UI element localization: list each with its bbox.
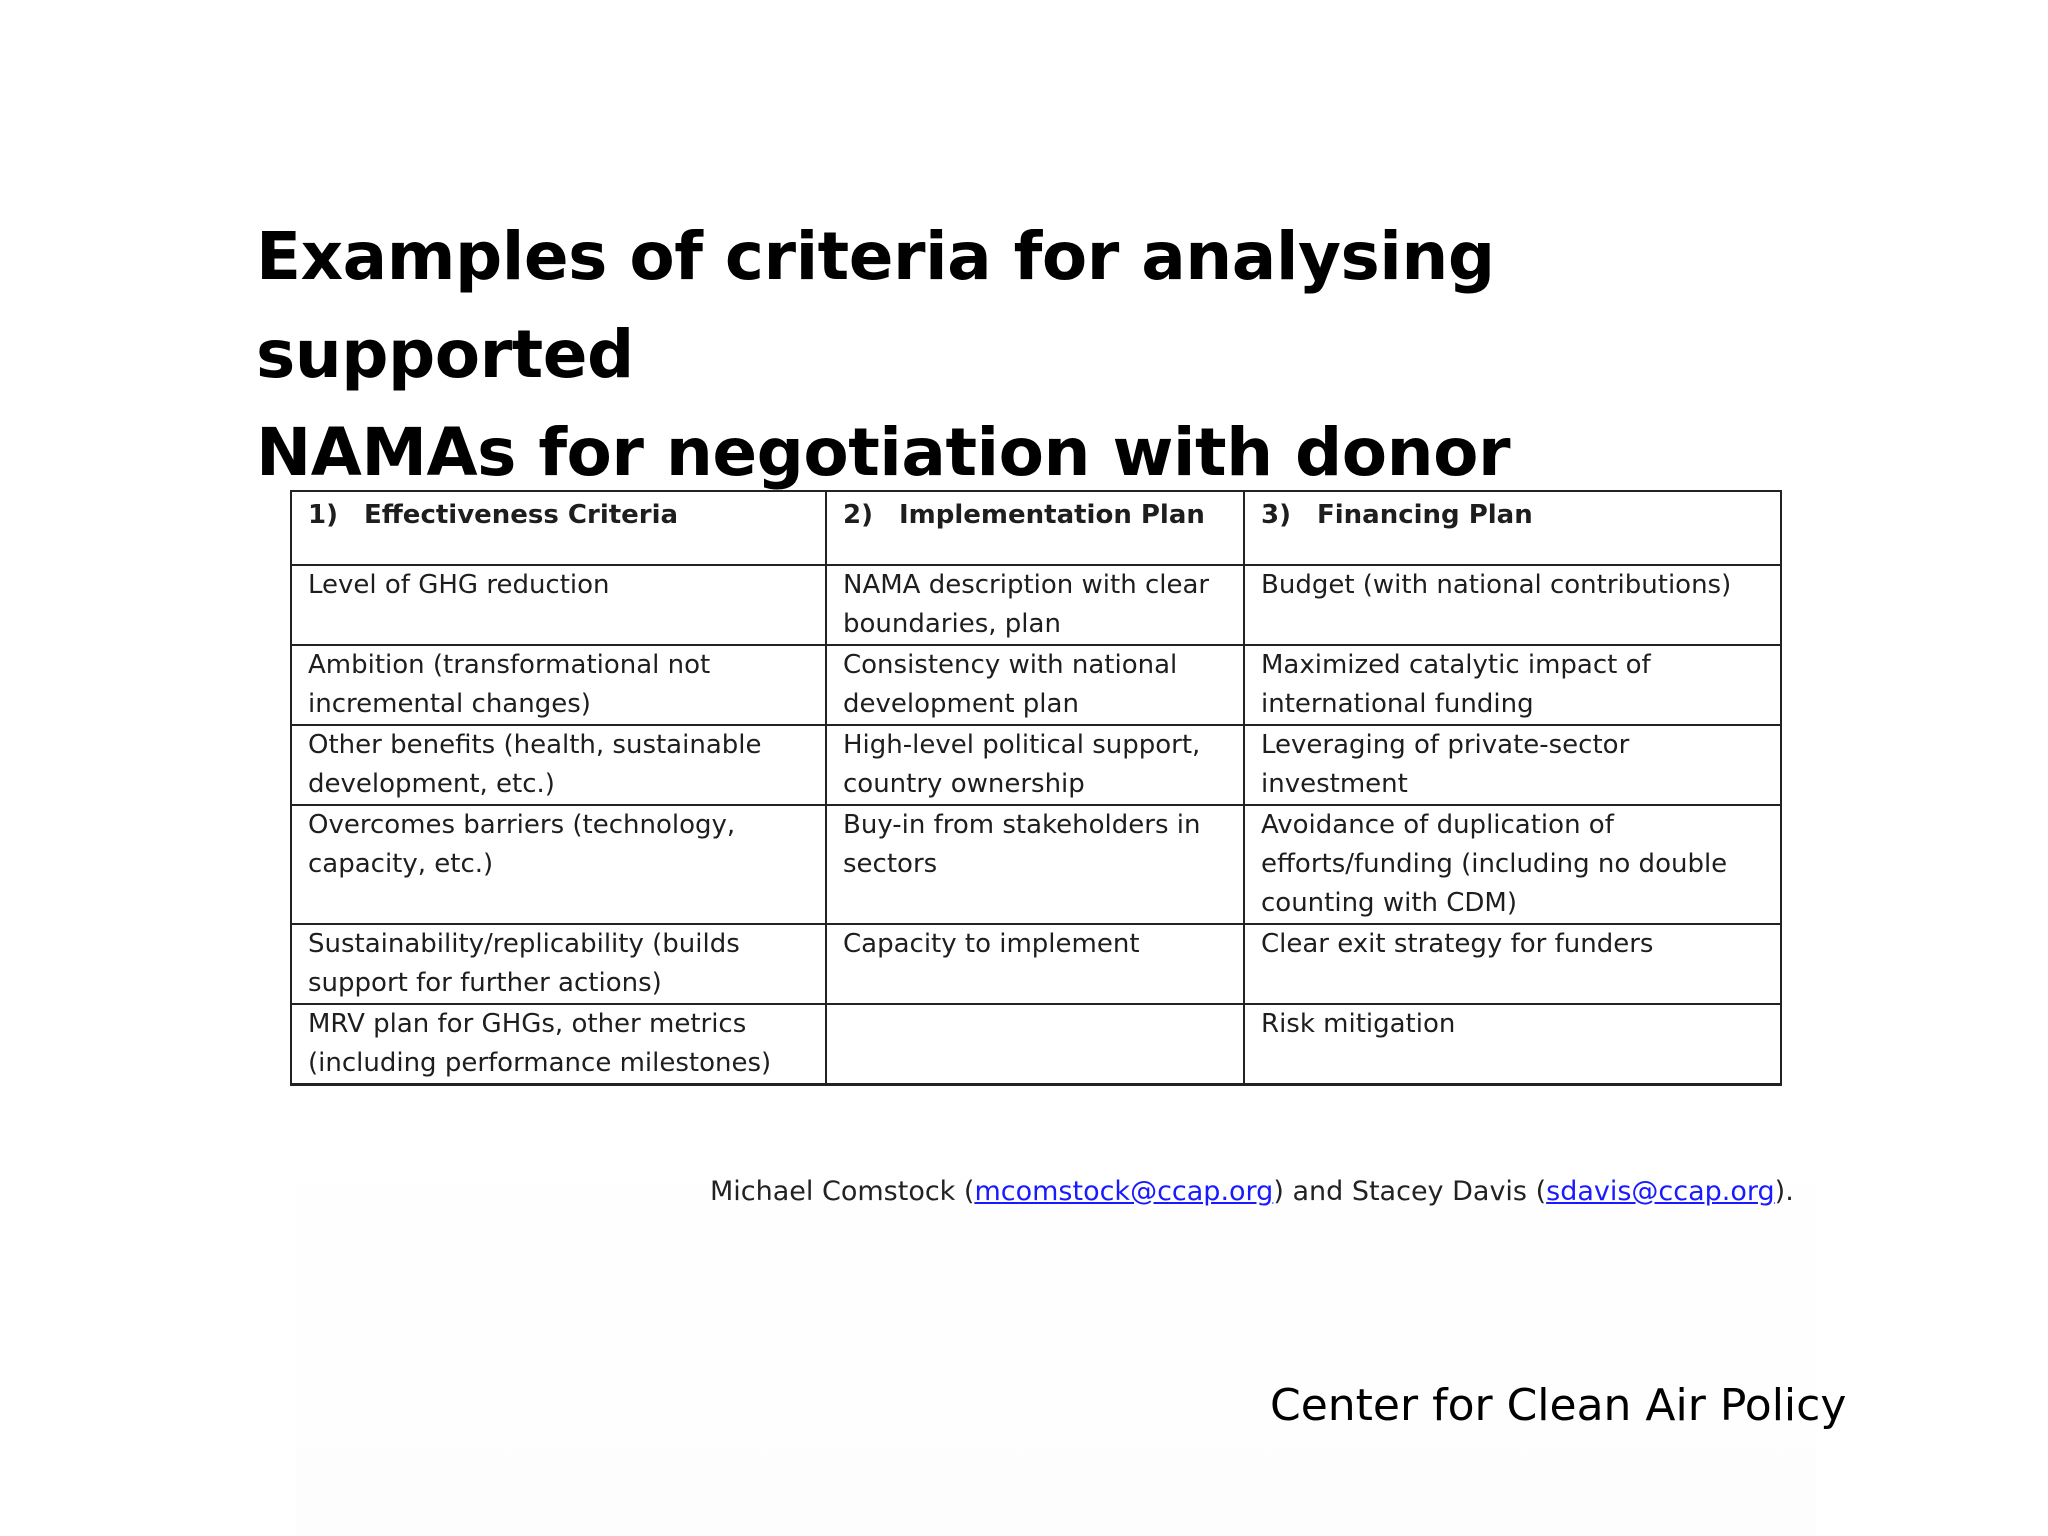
author-name-1: Michael Comstock	[710, 1176, 956, 1207]
table-cell: Sustainability/replicability (builds support for further actions)	[291, 924, 826, 1004]
email-link-1[interactable]: mcomstock@ccap.org	[974, 1176, 1274, 1207]
table-cell: Avoidance of duplication of efforts/funding (including no double counting with CDM)	[1244, 805, 1781, 924]
table-cell: Buy-in from stakeholders in sectors	[826, 805, 1244, 924]
table-cell: Level of GHG reduction	[291, 565, 826, 645]
slide-title-line-2: NAMAs for negotiation with donor	[256, 414, 1511, 491]
header-label: Financing Plan	[1316, 500, 1533, 530]
table-cell: High-level political support, country ownership	[826, 725, 1244, 805]
table-row	[291, 1004, 1781, 1085]
table-cell: Budget (with national contributions)	[1244, 565, 1781, 645]
table-cell: Maximized catalytic impact of international funding	[1244, 645, 1781, 725]
table-cell: Overcomes barriers (technology, capacity, etc.)	[291, 805, 826, 924]
header-number: 1)	[308, 500, 338, 530]
header-label: Effectiveness Criteria	[363, 500, 679, 530]
footer-organization: Center for Clean Air Policy	[1270, 1380, 1847, 1431]
table-cell: Risk mitigation	[1244, 1004, 1781, 1085]
header-number: 2)	[843, 500, 873, 530]
table-header-row	[291, 491, 1781, 565]
header-financing	[1244, 491, 1781, 565]
author-name-2: Stacey Davis	[1351, 1176, 1527, 1207]
criteria-table	[290, 490, 1782, 1086]
table-row	[291, 805, 1781, 924]
header-effectiveness	[291, 491, 826, 565]
attribution-joiner: and	[1292, 1176, 1344, 1207]
table-row	[291, 645, 1781, 725]
attribution-line: Michael Comstock (mcomstock@ccap.org) and Stacey Davis (sdavis@ccap.org).	[710, 1176, 1794, 1207]
table-cell: Leveraging of private-sector investment	[1244, 725, 1781, 805]
email-link-2[interactable]: sdavis@ccap.org	[1546, 1176, 1775, 1207]
table-cell: Other benefits (health, sustainable development, etc.)	[291, 725, 826, 805]
slide-title-line-1: Examples of criteria for analysing supported	[256, 218, 1495, 393]
table-cell: MRV plan for GHGs, other metrics (including performance milestones)	[291, 1004, 826, 1085]
table-cell: NAMA description with clear boundaries, plan	[826, 565, 1244, 645]
table-row	[291, 725, 1781, 805]
table-cell: Clear exit strategy for funders	[1244, 924, 1781, 1004]
scan-background	[296, 1100, 1816, 1536]
table-row	[291, 924, 1781, 1004]
table-row	[291, 565, 1781, 645]
table-cell: Ambition (transformational not incremental changes)	[291, 645, 826, 725]
slide-title	[256, 208, 1856, 502]
table-cell: Capacity to implement	[826, 924, 1244, 1004]
table-cell: Consistency with national development plan	[826, 645, 1244, 725]
header-implementation	[826, 491, 1244, 565]
table-cell	[826, 1004, 1244, 1085]
header-number: 3)	[1261, 500, 1291, 530]
header-label: Implementation Plan	[898, 500, 1205, 530]
